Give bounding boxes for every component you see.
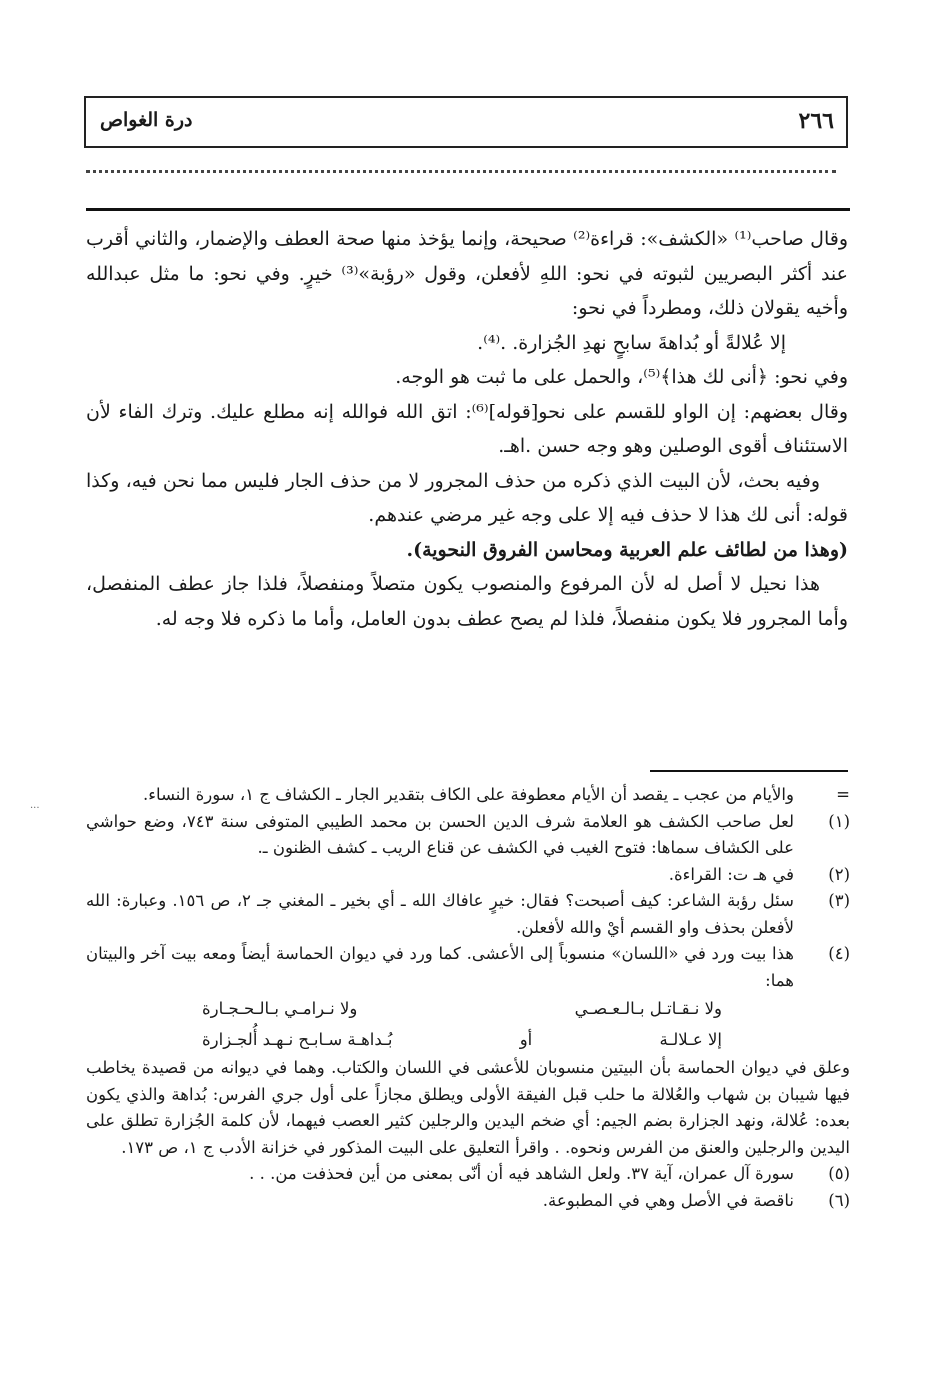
page-header [84, 96, 848, 148]
footnote-text: لعل صاحب الكشف هو العلامة شرف الدين الحسن بن محمد الطيبي المتوفى سنة ٧٤٣، وضع حواشي على الكشاف سماها: فتوح الغيب في الكشف عن قناع الريب ـ كشف الظنون ـ. [86, 811, 794, 857]
footnote-text: هذا بيت ورد في «اللسان» منسوباً إلى الأعشى. كما ورد في ديوان الحماسة أيضاً ومعه بيت آخر والبيتان هما: [86, 944, 794, 990]
footnote-1 [86, 809, 850, 862]
poem-verse [202, 1025, 722, 1056]
footnote-number: (٣) [828, 891, 850, 910]
body-paragraph: وفيه بحث، لأن البيت الذي ذكره من حذف المجرور لا من حذف الجار فليس مما نحن فيه، وكذا قوله: أنى لك هذا لا حذف فيه إلا على وجه غير مرضي عندهم. [86, 469, 848, 526]
footnote-5 [86, 1161, 850, 1188]
running-title: درة الغواص [100, 109, 193, 131]
footnote-number: (١) [828, 811, 850, 831]
footnote-number: (٦) [828, 1190, 850, 1210]
footnote-continuation [86, 782, 850, 809]
footnote-4-continuation: وعلق في ديوان الحماسة بأن البيتين منسوبان للأعشى في اللسان والكتاب. وهما في ديوانه من قصيدة يخاطب فيها شيبان بن شهاب والعُلالة ما حلب قبل الفيقة الأولى ويطلق مجازاً على أول جري الفرس: بُداهة والذي يكون بعده: عُلالة، ونهد الجزارة بضم الجيم: أي ضخم اليدين والرجلين كثير العصب فيهما، لأن كلمة الجُزارة تطلق على اليدين والرجلين والعنق من الفرس ونحوه. . واقرأ التعليق على البيت المذكور في خزانة الأدب ج ١، ص ١٧٣. [86, 1058, 850, 1157]
footnote-number: (٥) [828, 1164, 850, 1183]
footnote-4 [86, 941, 850, 1055]
footnote-number: (٢) [828, 864, 850, 884]
footnote-text: سئل رؤبة الشاعر: كيف أصبحت؟ فقال: خيرٍ عافاك الله ـ أي بخير ـ المغني جـ ٢، ص ١٥٦. وعبارة: الله لأفعلن بحذف واو القسم أيْ والله لأفعلن. [86, 891, 794, 937]
verse-hemistich: بُـداهـة سـابـح نـهـد أُلجـزارة [202, 1029, 393, 1049]
main-text [86, 222, 848, 636]
margin-mark: ... [30, 800, 40, 811]
body-paragraph: هذا نحيل لا أصل له لأن المرفوع والمنصوب يكون متصلاً ومنفصلاً، فلذا جاز عطف المنفصل، وأما المجرور فلا يكون منفصلاً، فلذا لم يصح عطف بدون العامل، وأما ما ذكره فلا وجه له. [86, 573, 848, 630]
footnote-text: في هـ ت: القراءة. [668, 864, 794, 884]
top-rule [86, 208, 850, 211]
footnote-text: سورة آل عمران، آية ٣٧. ولعل الشاهد فيه أن أنّى بمعنى من أين فحذفت من. . . [249, 1164, 794, 1183]
section-heading: (وهذا من لطائف علم العربية ومحاسن الفروق النحوية). [406, 538, 848, 561]
footnotes [86, 782, 850, 1214]
verse-line: إلا عُلالةً أو بُداهةَ سابحٍ نهدِ الجُزارة. .⁽⁴⁾. [477, 331, 786, 354]
footnote-number: (٤) [828, 944, 850, 963]
footnote-number: = [836, 785, 850, 804]
footnote-3 [86, 888, 850, 941]
body-paragraph: وقال بعضهم: إن الواو للقسم على نحو[قوله]⁽⁶⁾: اتق الله فوالله إنه مطلع عليك. وترك الفاء لأن الاستئناف أقوى الوصلين وهو وجه حسن .اهـ. [86, 400, 848, 457]
footnote-2 [86, 862, 850, 889]
page-number: ٢٦٦ [798, 108, 834, 134]
footnote-6 [86, 1188, 850, 1215]
verse-hemistich: إلا عـلالـة [659, 1029, 722, 1049]
body-paragraph: وقال صاحب⁽¹⁾ «الكشف»: قراءة⁽²⁾ صحيحة، وإنما يؤخذ منها صحة العطف والإضمار، والثاني أقرب عند أكثر البصريين لثبوته في نحو: اللهِ لأفعلن، وقول «رؤبة»⁽³⁾ خيرٍ. وفي نحو: ما مثل عبدالله وأخيه يقولان ذلك، ومطرداً في نحو: [86, 228, 849, 319]
verse-conjunction: أو [519, 1029, 533, 1049]
body-paragraph: وفي نحو: ﴿أنى لك هذا﴾⁽⁵⁾، والحمل على ما ثبت هو الوجه. [395, 366, 848, 388]
footnote-text: والأيام من عجب ـ يقصد أن الأيام معطوفة على الكاف بتقدير الجار ـ الكشاف ج ١، سورة النساء. [143, 785, 794, 804]
footnote-separator [650, 770, 848, 772]
footnote-text: ناقصة في الأصل وهي في المطبوعة. [542, 1190, 794, 1210]
poem-verse [202, 994, 722, 1025]
verse-hemistich: ولا نـقـاتـل بـالـعـصـي [574, 999, 722, 1018]
verse-hemistich: ولا نـرامـي بـالـحـجـارة [202, 999, 358, 1018]
dotted-divider [86, 170, 836, 173]
